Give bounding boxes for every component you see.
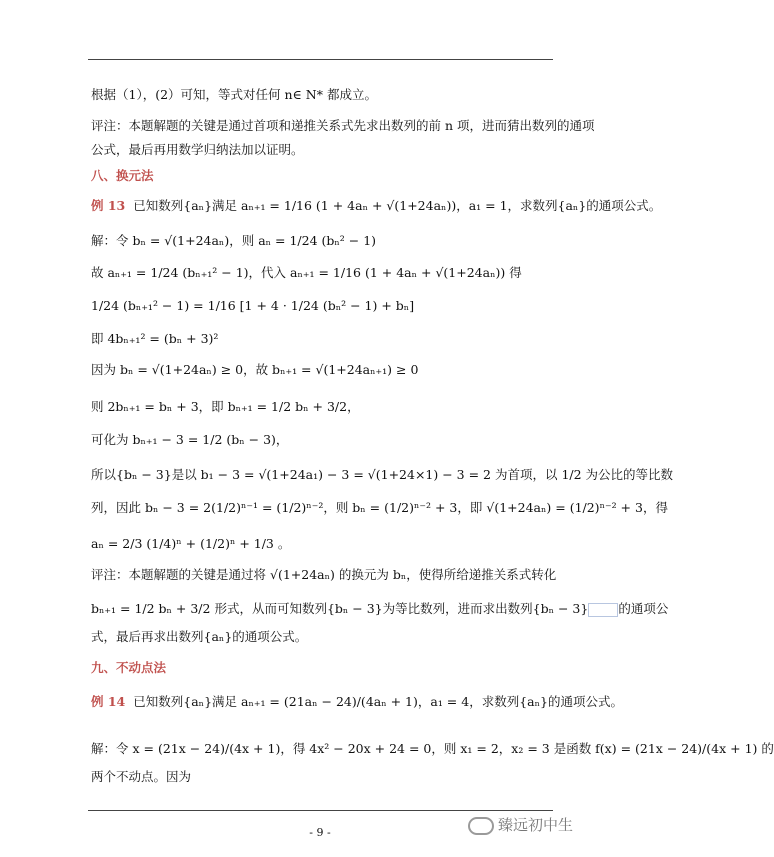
watermark-text: 臻远初中生 [498, 816, 574, 834]
comment-2-line-2 [91, 600, 668, 618]
solution-line-3: 1/24 (bₙ₊₁² − 1) = 1/16 [1 + 4 · 1/24 (bₙ² − 1) + bₙ] [91, 298, 415, 313]
page-number: - 9 - [309, 826, 331, 839]
section-heading-fixed-point: 九、不动点法 [91, 660, 167, 675]
example-13 [91, 197, 661, 215]
solution-14-line-2: 两个不动点。因为 [91, 769, 192, 784]
example-13-text: 已知数列{aₙ}满足 aₙ₊₁ = 1/16 (1 + 4aₙ + √(1+24aₙ))，a₁ = 1，求数列{aₙ}的通项公式。 [133, 198, 662, 213]
example-13-tag: 例 13 [91, 198, 126, 213]
solution-line-4: 即 4bₙ₊₁² = (bₙ + 3)² [91, 331, 219, 346]
solution-line-5: 因为 bₙ = √(1+24aₙ) ≥ 0，故 bₙ₊₁ = √(1+24aₙ₊₁) ≥ 0 [91, 362, 419, 377]
solution-line-10: aₙ = 2/3 (1/4)ⁿ + (1/2)ⁿ + 1/3 。 [91, 536, 291, 551]
solution-14-line-1: 解：令 x = (21x − 24)/(4x + 1)，得 4x² − 20x + 24 = 0，则 x₁ = 2，x₂ = 3 是函数 f(x) = (21x − 24)/(4x + 1) 的 [91, 741, 774, 756]
solution-line-7: 可化为 bₙ₊₁ − 3 = 1/2 (bₙ − 3)， [91, 432, 289, 447]
example-14 [91, 693, 623, 711]
line-comment-1: 评注：本题解题的关键是通过首项和递推关系式先求出数列的前 n 项，进而猜出数列的通项 [91, 118, 595, 133]
example-14-text: 已知数列{aₙ}满足 aₙ₊₁ = (21aₙ − 24)/(4aₙ + 1)，a₁ = 4，求数列{aₙ}的通项公式。 [133, 694, 623, 709]
comment-2-line-3: 式，最后再求出数列{aₙ}的通项公式。 [91, 629, 308, 644]
comment-2-line-1: 评注：本题解题的关键是通过将 √(1+24aₙ) 的换元为 bₙ，使得所给递推关系式转化 [91, 567, 557, 582]
line-conclusion: 根据（1），(2）可知，等式对任何 n∈ N* 都成立。 [91, 87, 377, 102]
section-heading-substitution: 八、换元法 [91, 168, 154, 183]
solution-line-1: 解：令 bₙ = √(1+24aₙ)，则 aₙ = 1/24 (bₙ² − 1) [91, 233, 377, 248]
text-cursor-box [588, 603, 618, 617]
footer-rule [88, 810, 553, 811]
comment-2-text: bₙ₊₁ = 1/2 bₙ + 3/2 形式，从而可知数列{bₙ − 3}为等比数列，进而求出数列{bₙ − 3} [91, 601, 589, 616]
solution-line-2: 故 aₙ₊₁ = 1/24 (bₙ₊₁² − 1)，代入 aₙ₊₁ = 1/16 (1 + 4aₙ + √(1+24aₙ)) 得 [91, 265, 522, 280]
comment-2-tail: 的通项公 [618, 601, 669, 616]
header-rule [88, 59, 553, 60]
line-comment-2: 公式，最后再用数学归纳法加以证明。 [91, 142, 304, 157]
solution-line-9: 列，因此 bₙ − 3 = 2(1/2)ⁿ⁻¹ = (1/2)ⁿ⁻²，则 bₙ = (1/2)ⁿ⁻² + 3，即 √(1+24aₙ) = (1/2)ⁿ⁻² + 3，得 [91, 500, 668, 515]
solution-line-6: 则 2bₙ₊₁ = bₙ + 3，即 bₙ₊₁ = 1/2 bₙ + 3/2， [91, 399, 360, 414]
example-14-tag: 例 14 [91, 694, 126, 709]
solution-line-8: 所以{bₙ − 3}是以 b₁ − 3 = √(1+24a₁) − 3 = √(1+24×1) − 3 = 2 为首项，以 1/2 为公比的等比数 [91, 467, 674, 482]
